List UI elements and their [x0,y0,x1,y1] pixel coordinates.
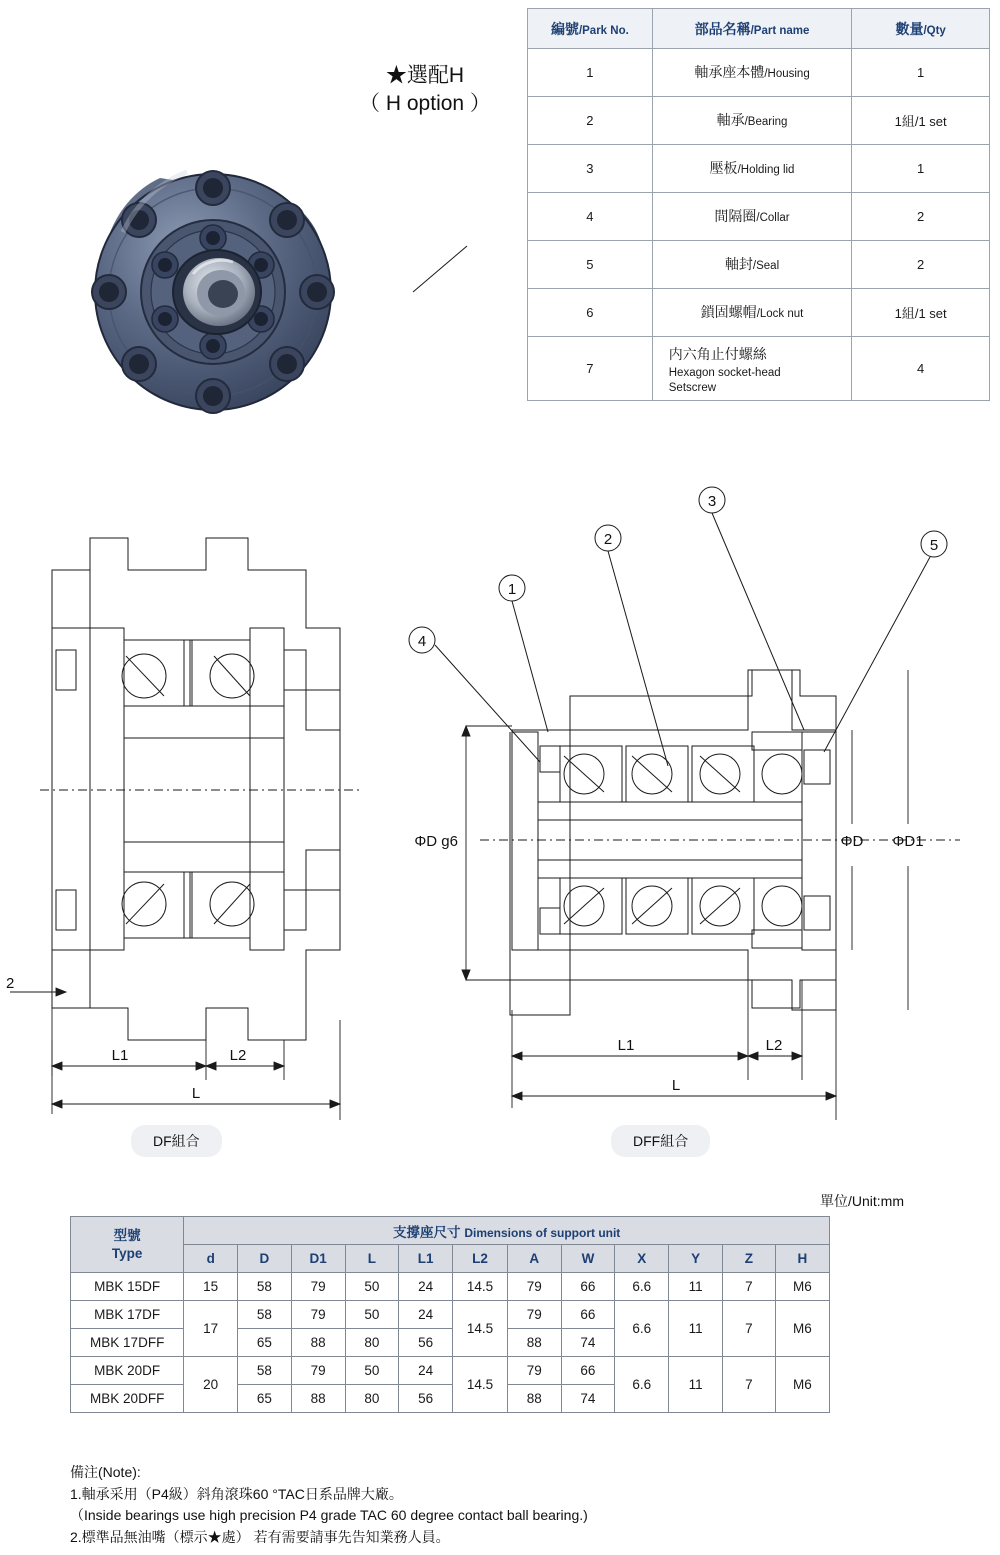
dim-col-X: X [615,1245,669,1273]
dim-table-header-row-2 [71,1245,830,1273]
dim-L2: 14.5 [453,1301,508,1357]
dim-Z: 7 [722,1357,775,1413]
dim-D1: 79 [291,1273,345,1301]
dim-L: 80 [345,1385,399,1413]
notes-block [70,1462,588,1549]
product-photo-block [55,120,375,460]
header-qty-en: /Qty [923,24,946,37]
df-section-drawing [0,480,420,1120]
part-qty: 2 [852,241,990,289]
dim-col-Z: Z [722,1245,775,1273]
dim-l-label: L [191,1085,201,1102]
dim-D1: 79 [291,1301,345,1329]
dim-header-group-cn: 支撐座尺寸 [393,1224,461,1240]
dim-X: 6.6 [615,1357,669,1413]
part-name [652,97,852,145]
dim-L: 50 [345,1357,399,1385]
dim-col-L: L [345,1245,399,1273]
dim-d: 17 [184,1301,238,1357]
part-name-en: /Bearing [744,115,788,128]
header-name-en: /Part name [750,24,810,37]
part-name [652,289,852,337]
dim-L1: 24 [399,1301,453,1329]
parts-table-header-qty [852,9,990,49]
table-row [528,97,990,145]
part-name [652,241,852,289]
part-name [652,193,852,241]
balloon-2: 2 [603,531,613,548]
dim-H: M6 [775,1273,829,1301]
part-name-en: /Seal [752,259,780,272]
part-no: 4 [528,193,653,241]
dim-header-type-en: Type [111,1245,143,1261]
dim-D1: 88 [291,1329,345,1357]
part-qty: 1組/1 set [852,97,990,145]
table-row [71,1357,830,1385]
dim-D: 58 [238,1301,292,1329]
table-row [71,1273,830,1301]
dim-Y: 11 [669,1301,723,1357]
dim-X: 6.6 [615,1301,669,1357]
part-name-en: /Collar [756,211,790,224]
dim-W: 66 [561,1301,615,1329]
dim-L2: 14.5 [453,1273,508,1301]
part-name-en: Hexagon socket-head [668,366,781,379]
header-qty-cn: 數量 [895,20,924,37]
dim-phiD-g6-label: ΦD g6 [414,833,458,850]
dim-X: 6.6 [615,1273,669,1301]
part-name-en2: Setscrew [668,381,717,394]
dim-H: M6 [775,1357,829,1413]
dim-D: 58 [238,1357,292,1385]
dim-2-label: 2 [6,975,15,992]
dim-l1-label: L1 [111,1047,129,1064]
parts-table-header-row [528,9,990,49]
dim-col-D1: D1 [291,1245,345,1273]
dim-L1: 24 [399,1357,453,1385]
part-qty: 4 [852,337,990,401]
notes-line-2: （Inside bearings use high precision P4 grade TAC 60 degree contact ball bearing.) [70,1507,588,1524]
dim-Z: 7 [722,1273,775,1301]
dim-W: 66 [561,1357,615,1385]
dim-header-group [184,1217,830,1245]
part-no: 1 [528,49,653,97]
part-name-en: /Lock nut [756,307,804,320]
dim-Z: 7 [722,1301,775,1357]
part-name-cn: 鎖固螺帽 [700,303,757,320]
dim-D1: 79 [291,1357,345,1385]
dim-L1: 56 [399,1329,453,1357]
dim-W: 74 [561,1329,615,1357]
dim-col-D: D [238,1245,292,1273]
notes-line-1: 1.軸承采用（P4級）斜角滾珠60 °TAC日系品牌大廠。 [70,1485,403,1502]
dim-header-type [71,1217,184,1273]
part-no: 3 [528,145,653,193]
part-no: 2 [528,97,653,145]
dim-phiD1-label: ΦD1 [892,833,924,850]
part-name-en: /Holding lid [737,163,795,176]
dim-type: MBK 17DFF [71,1329,184,1357]
part-qty: 2 [852,193,990,241]
parts-table [527,8,990,401]
notes-line-3: 2.標準品無油嘴（標示★處） 若有需要請事先告知業務人員。 [70,1529,450,1546]
part-name-en: /Housing [764,67,810,80]
table-row [528,145,990,193]
part-name [652,49,852,97]
dim-type: MBK 17DF [71,1301,184,1329]
dim-col-L1: L1 [399,1245,453,1273]
df-caption: DF組合 [131,1125,222,1157]
part-name-cn: 内六角止付螺絲 [668,345,767,362]
part-name [652,337,852,401]
dim-L1: 24 [399,1273,453,1301]
dim-A: 88 [507,1329,561,1357]
part-name-cn: 間隔圈 [714,207,757,224]
table-row [528,289,990,337]
header-no-cn: 編號 [550,20,579,37]
dim-type: MBK 15DF [71,1273,184,1301]
dim-header-type-cn: 型號 [113,1227,141,1243]
dim-type: MBK 20DF [71,1357,184,1385]
balloon-4: 4 [417,633,427,650]
dim-phiD-label: ΦD [840,833,864,850]
dff-caption: DFF組合 [611,1125,710,1157]
balloon-3: 3 [707,493,717,510]
part-name-cn: 壓板 [709,159,738,176]
dim-W: 74 [561,1385,615,1413]
dim-l2-label: L2 [229,1047,247,1064]
dim-col-d: d [184,1245,238,1273]
part-name-cn: 軸承 [716,111,745,128]
bearing-unit-photo [65,140,365,440]
header-name-cn: 部品名稱 [694,20,751,37]
dim-table-header-row-1 [71,1217,830,1245]
dim-col-H: H [775,1245,829,1273]
dim-Y: 11 [669,1357,723,1413]
part-no: 5 [528,241,653,289]
dim-Y: 11 [669,1273,723,1301]
dimensions-table [70,1216,830,1413]
dim-D: 58 [238,1273,292,1301]
dim-l-label: L [671,1077,681,1094]
h-option-line2: （ H option ） [359,92,491,116]
h-option-label [330,62,520,119]
dim-col-W: W [561,1245,615,1273]
dim-L2: 14.5 [453,1357,508,1413]
dim-L: 50 [345,1273,399,1301]
dim-L: 50 [345,1301,399,1329]
dim-L: 80 [345,1329,399,1357]
part-no: 7 [528,337,653,401]
header-no-en: /Park No. [578,24,629,37]
parts-table-header-name [652,9,852,49]
parts-table-header-no [528,9,653,49]
balloon-1: 1 [507,581,517,598]
dim-col-L2: L2 [453,1245,508,1273]
table-row [528,337,990,401]
dim-D1: 88 [291,1385,345,1413]
dim-A: 79 [507,1301,561,1329]
part-no: 6 [528,289,653,337]
dim-H: M6 [775,1301,829,1357]
balloon-5: 5 [929,537,939,554]
dim-col-Y: Y [669,1245,723,1273]
table-row [528,193,990,241]
part-name-cn: 軸承座本體 [694,63,765,80]
h-option-leader-line [355,240,475,300]
part-name [652,145,852,193]
table-row [528,241,990,289]
dim-d: 15 [184,1273,238,1301]
dim-D: 65 [238,1385,292,1413]
dim-D: 65 [238,1329,292,1357]
dff-section-drawing [400,480,1000,1120]
h-option-line1: ★選配H [385,64,465,87]
dim-col-A: A [507,1245,561,1273]
dim-A: 79 [507,1273,561,1301]
dim-A: 88 [507,1385,561,1413]
part-qty: 1 [852,145,990,193]
dim-W: 66 [561,1273,615,1301]
unit-note: 單位/Unit:mm [820,1193,904,1209]
table-row [71,1301,830,1329]
notes-title: 備注(Note): [70,1464,141,1480]
dim-type: MBK 20DFF [71,1385,184,1413]
dim-d: 20 [184,1357,238,1413]
dim-A: 79 [507,1357,561,1385]
dim-l2-label: L2 [765,1037,783,1054]
part-qty: 1 [852,49,990,97]
part-name-cn: 軸封 [724,255,753,272]
part-qty: 1組/1 set [852,289,990,337]
dim-header-group-en: Dimensions of support unit [464,1225,621,1240]
dim-l1-label: L1 [617,1037,635,1054]
table-row [528,49,990,97]
dim-L1: 56 [399,1385,453,1413]
